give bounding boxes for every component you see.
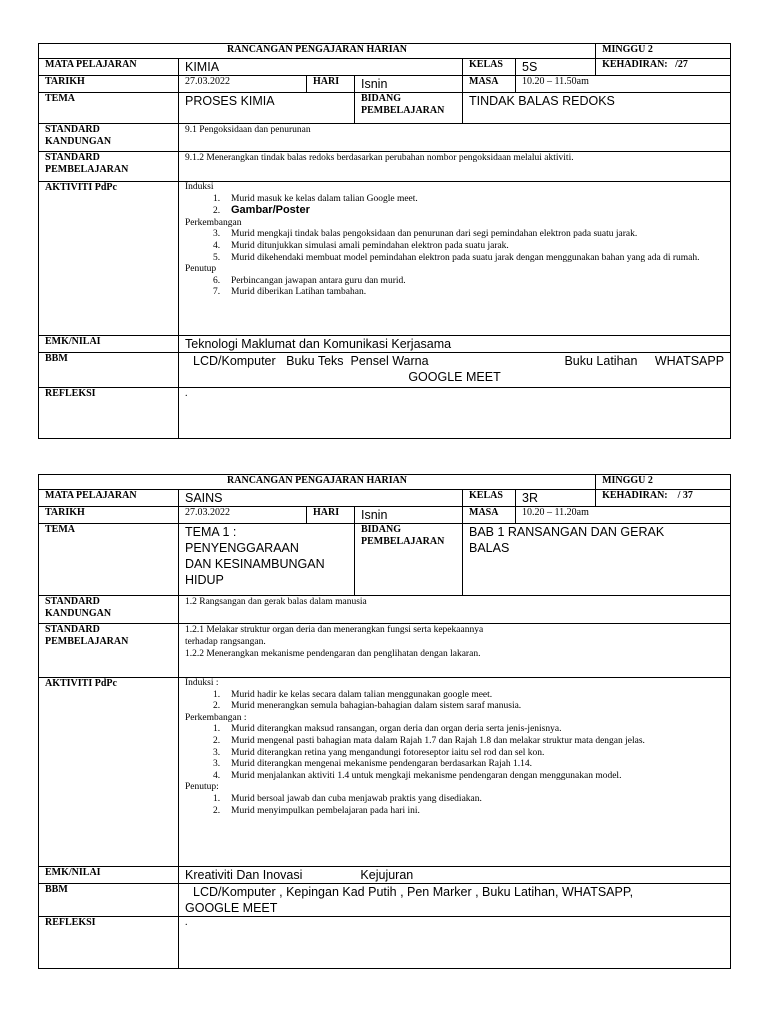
theme-value: PROSES KIMIA [179,93,355,124]
list-item: 7. Murid diberikan Latihan tambahan. [213,287,367,298]
area-label: BIDANG PEMBELAJARAN [355,524,463,596]
list-item: 3. Murid diterangkan retina yang mengandungi fotoreseptor iaitu sel rod dan sel kon. [213,747,545,758]
class-label: KELAS [463,59,516,76]
development-heading: Perkembangan [185,217,242,228]
lesson-plan-kimia [38,43,731,439]
list-item: 2. Murid menerangkan semula bahagian-bahagian dalam sistem saraf manusia. [213,701,522,712]
time-value: 10.20 – 11.50am [516,76,731,93]
week-label: MINGGU 2 [596,44,731,59]
day-label: HARI [307,76,355,93]
date-value: 27.03.2022 [179,507,307,524]
learning-standard-label: STANDARD PEMBELAJARAN [39,624,179,678]
time-label: MASA [463,76,516,93]
subject-label: MATA PELAJARAN [39,59,179,76]
time-value: 10.20 – 11.20am [516,507,731,524]
list-item: 4. Murid ditunjukkan simulasi amali pemindahan elektron pada suatu jarak. [213,240,509,251]
theme-value: TEMA 1 : PENYENGGARAAN DAN KESINAMBUNGAN HIDUP [179,524,355,596]
activity-label: AKTIVITI PdPc [39,678,179,867]
bbm-label: BBM [39,884,179,917]
list-item: 6. Perbincangan jawapan antara guru dan murid. [213,275,406,286]
list-item: 2. Murid mengenal pasti bahagian mata dalam Rajah 1.7 dan Rajah 1.8 dan melakar struktur mata dengan jelas. [213,735,645,746]
date-label: TARIKH [39,507,179,524]
date-label: TARIKH [39,76,179,93]
list-item: 1. Murid diterangkan maksud ransangan, organ deria dan organ deria serta jenis-jenisnya. [213,724,562,735]
date-value: 27.03.2022 [179,76,307,93]
list-item: 3. Murid diterangkan mengenai mekanisme pendengaran berdasarkan Rajah 1.14. [213,759,532,770]
attendance-field: KEHADIRAN: /27 [596,59,731,76]
closing-heading: Penutup: [185,782,219,793]
content-standard-label: STANDARD KANDUNGAN [39,596,179,624]
list-item: 1. Murid masuk ke kelas dalam talian Google meet. [213,193,418,204]
emk-label: EMK/NILAI [39,867,179,884]
list-item: 2. Gambar/Poster [213,204,310,217]
area-value: TINDAK BALAS REDOKS [463,93,731,124]
day-label: HARI [307,507,355,524]
subject-value: SAINS [179,490,463,507]
reflection-label: REFLEKSI [39,917,179,969]
lesson-plan-sains [38,474,731,969]
area-value: BAB 1 RANSANGAN DAN GERAK BALAS [463,524,731,596]
activity-label: AKTIVITI PdPc [39,182,179,336]
emk-value: Teknologi Maklumat dan Komunikasi Kerjasama [179,336,731,353]
learning-standard-label: STANDARD PEMBELAJARAN [39,152,179,182]
subject-label: MATA PELAJARAN [39,490,179,507]
theme-label: TEMA [39,524,179,596]
activity-list [179,182,731,336]
intro-heading: Induksi : [185,678,219,688]
plan-title: RANCANGAN PENGAJARAN HARIAN [39,44,596,59]
development-heading: Perkembangan : [185,712,247,723]
list-item: 5. Murid dikehendaki membuat model pemindahan elektron pada suatu jarak dengan menggunakan bahan yang ada di rumah. [213,252,700,263]
list-item: 1. Murid bersoal jawab dan cuba menjawab praktis yang disediakan. [213,793,482,804]
class-label: KELAS [463,490,516,507]
list-item: 4. Murid menjalankan aktiviti 1.4 untuk mengkaji mekanisme pendengaran dengan menggunakan model. [213,770,622,781]
bbm-value: LCD/Komputer Buku Teks Pensel Warna Buku Latihan WHATSAPP GOOGLE MEET [179,353,731,388]
plan-title: RANCANGAN PENGAJARAN HARIAN [39,475,596,490]
class-value: 5S [516,59,596,76]
time-label: MASA [463,507,516,524]
theme-label: TEMA [39,93,179,124]
content-standard-label: STANDARD KANDUNGAN [39,124,179,152]
list-item: 2. Murid menyimpulkan pembelajaran pada hari ini. [213,805,420,816]
list-item: 1. Murid hadir ke kelas secara dalam talian menggunakan google meet. [213,689,493,700]
reflection-value: . [179,388,731,439]
bbm-value: LCD/Komputer , Kepingan Kad Putih , Pen Marker , Buku Latihan, WHATSAPP, GOOGLE MEET [179,884,731,917]
day-value: Isnin [355,507,463,524]
emk-value: Kreativiti Dan Inovasi Kejujuran [179,867,731,884]
closing-heading: Penutup [185,264,217,275]
bbm-label: BBM [39,353,179,388]
reflection-label: REFLEKSI [39,388,179,439]
class-value: 3R [516,490,596,507]
content-standard-value: 9.1 Pengoksidaan dan penurunan [179,124,731,152]
subject-value: KIMIA [179,59,463,76]
list-item: 3. Murid mengkaji tindak balas pengoksidaan dan penurunan dari segi pemindahan elektron pada suatu jarak. [213,229,638,240]
learning-standard-value: 9.1.2 Menerangkan tindak balas redoks berdasarkan perubahan nombor pengoksidaan melalui aktiviti. [179,152,731,182]
reflection-value: . [179,917,731,969]
content-standard-value: 1.2 Rangsangan dan gerak balas dalam manusia [179,596,731,624]
learning-standard-value: 1.2.1 Melakar struktur organ deria dan menerangkan fungsi serta kepekaannya terhadap rangsangan. 1.2.2 Menerangkan mekanisme pendengaran dan penglihatan dengan lakaran. [179,624,731,678]
attendance-field: KEHADIRAN: / 37 [596,490,731,507]
area-label: BIDANG PEMBELAJARAN [355,93,463,124]
emk-label: EMK/NILAI [39,336,179,353]
day-value: Isnin [355,76,463,93]
intro-heading: Induksi [185,182,214,192]
activity-list [179,678,731,867]
week-label: MINGGU 2 [596,475,731,490]
